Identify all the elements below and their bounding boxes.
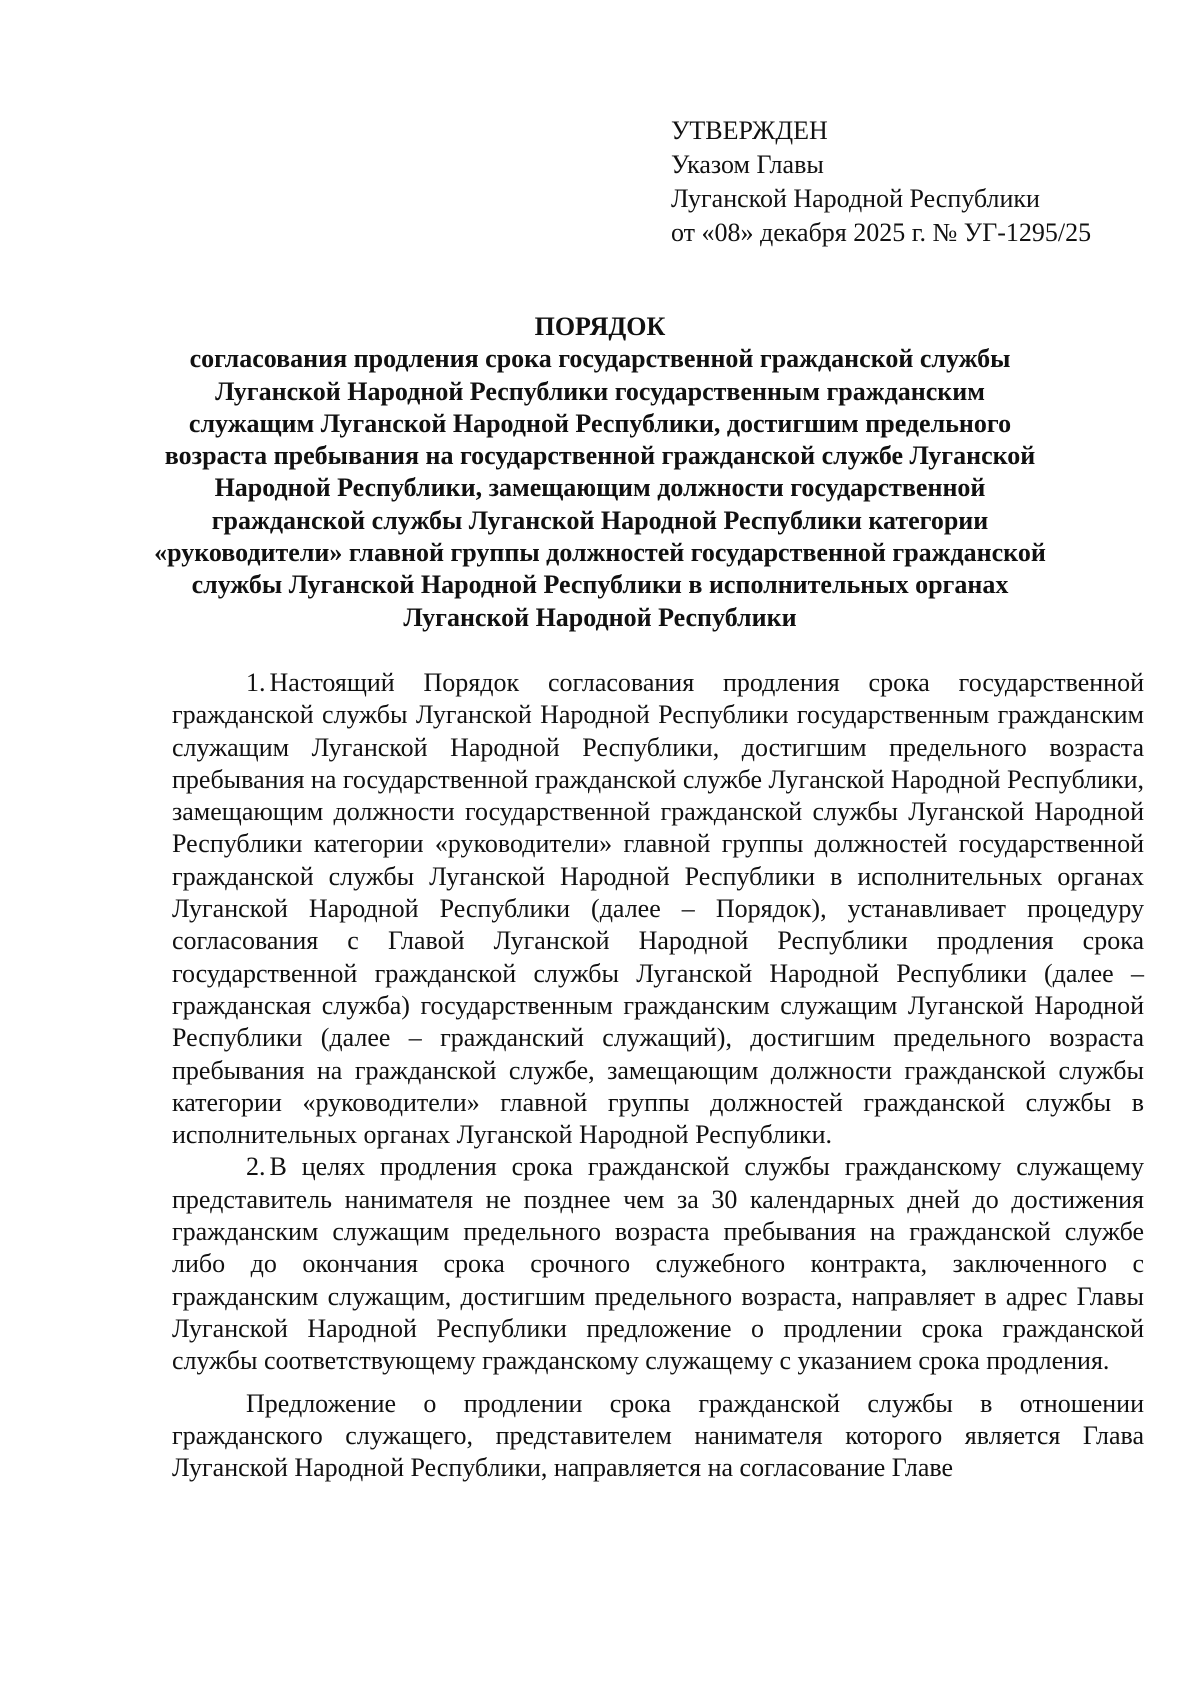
document-body <box>172 667 1144 1484</box>
approval-line-decree: Указом Главы <box>671 150 824 179</box>
paragraph-3 <box>172 1388 1144 1485</box>
approval-line-date-number: от «08» декабря 2025 г. № УГ-1295/25 <box>671 218 1092 247</box>
document-heading: ПОРЯДОК <box>534 312 666 341</box>
paragraph-2-number: 2. <box>246 1152 266 1182</box>
paragraph-3-text: Предложение о продлении срока гражданской службы в отношении гражданского служащего, представителем нанимателя которого является Глава Луганской Народной Республики, направляется на согласование Главе <box>172 1388 1144 1483</box>
paragraph-2 <box>172 1151 1144 1377</box>
paragraph-2-text: В целях продления срока гражданской службы гражданскому служащему представитель нанимателя не позднее чем за 30 календарных дней до достижения гражданским служащим предельного возраста пребывания на гражданской службе либо до окончания срока срочного служебного контракта, заключенного с гражданским служащим, достигшим предельного возраста, направляет в адрес Главы Луганской Народной Республики предложение о продлении срока гражданской службы соответствующему гражданскому служащему с указанием срока продления. <box>172 1152 1144 1376</box>
approval-line-republic: Луганской Народной Республики <box>671 184 1040 213</box>
paragraph-1-number: 1. <box>246 668 266 697</box>
approval-line-approved: УТВЕРЖДЕН <box>671 116 828 145</box>
document-subtitle: согласования продления срока государственной гражданской службы Луганской Народной Республики государственным гражданским служащим Луганской Народной Республики, достигшим предельного возраста пребывания на государственной гражданской службе Луганской Народной Республики, замещающим должности государственной гражданской службы Луганской Народной Республики категории «руководители» главной группы должностей государственной гражданской службы Луганской Народной Республики в исполнительных органах Луганской Народной Республики <box>154 344 1046 632</box>
approval-stamp <box>671 114 1091 250</box>
paragraph-1 <box>172 667 1144 1151</box>
paragraph-1-text: Настоящий Порядок согласования продления срока государственной гражданской службы Луганской Народной Республики государственным гражданским служащим Луганской Народной Республики, достигшим предельного возраста пребывания на государственной гражданской службе Луганской Народной Республики, замещающим должности государственной гражданской службы Луганской Народной Республики категории «руководители» главной группы должностей государственной гражданской службы Луганской Народной Республики в исполнительных органах Луганской Народной Республики (далее – Порядок), устанавливает процедуру согласования с Главой Луганской Народной Республики продления срока государственной гражданской службы Луганской Народной Республики (далее – гражданская служба) государственным гражданским служащим Луганской Народной Республики (далее – гражданский служащий), достигшим предельного возраста пребывания на гражданской службе, замещающим должности гражданской службы категории «руководители» главной группы должностей гражданской службы в исполнительных органах Луганской Народной Республики. <box>172 668 1144 1150</box>
document-title <box>150 311 1050 634</box>
